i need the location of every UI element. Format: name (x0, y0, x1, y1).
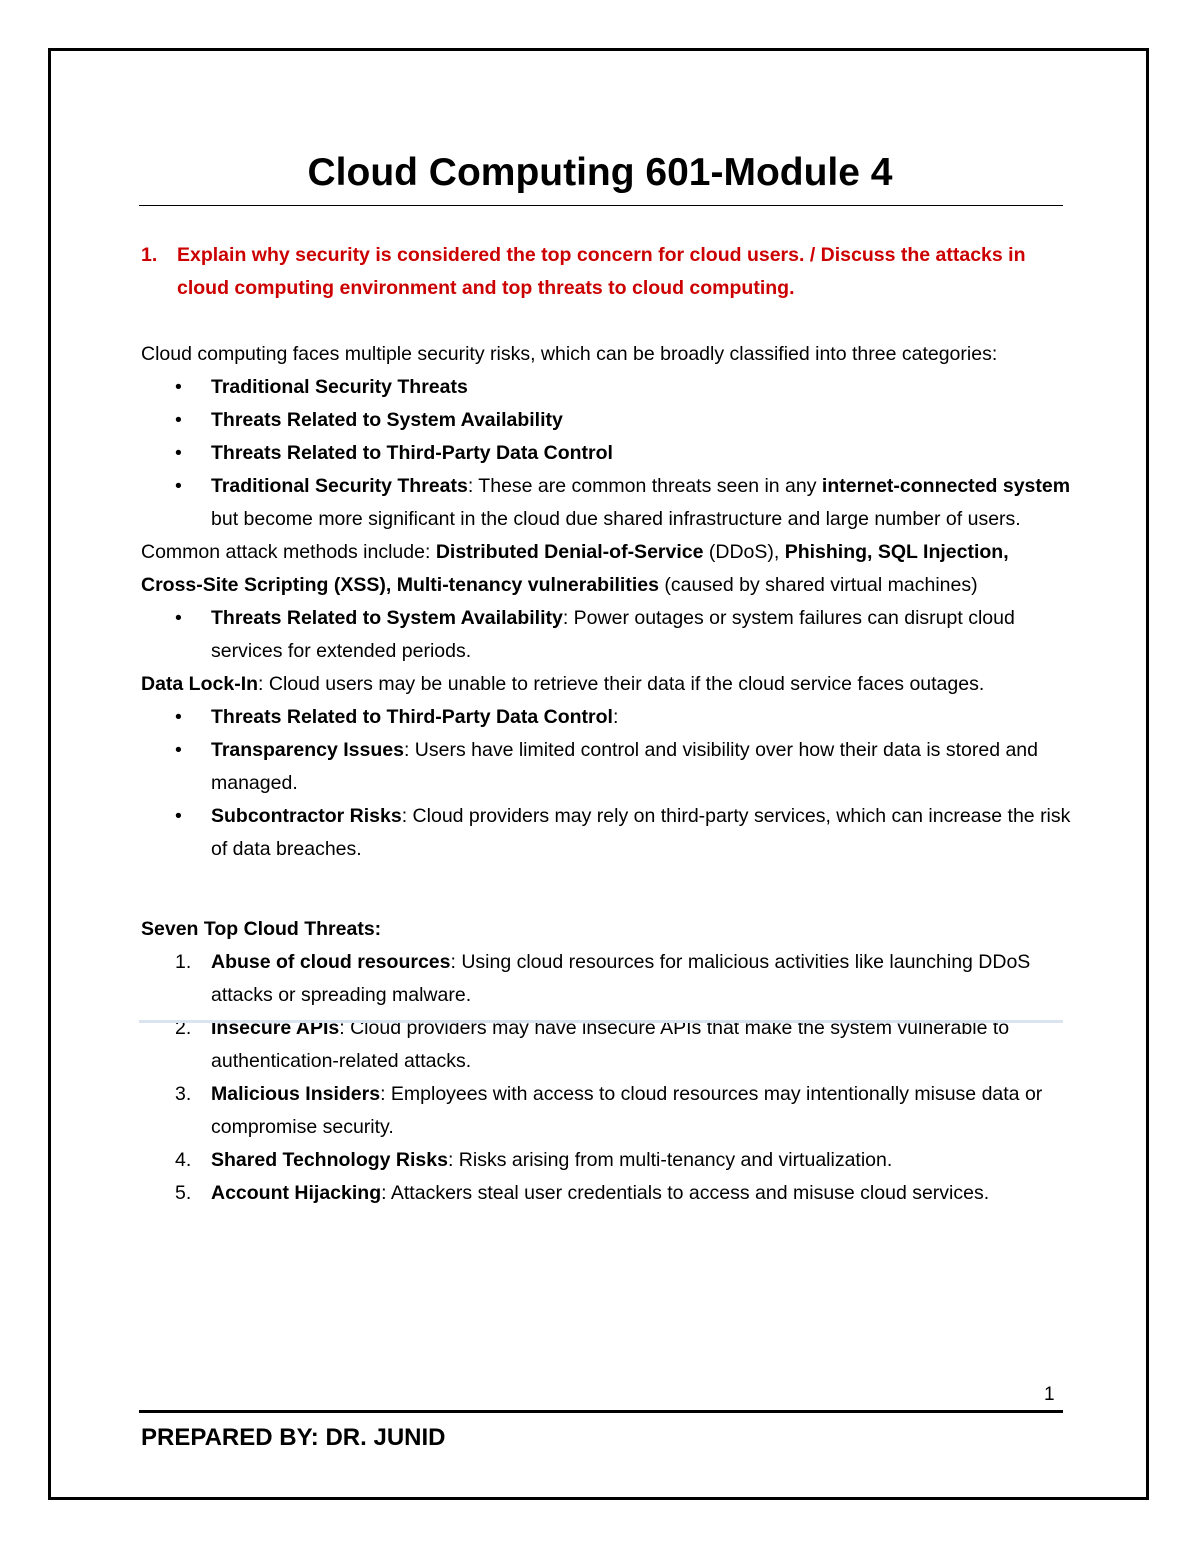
list-item-text (211, 1078, 1071, 1144)
list-item (175, 1177, 1071, 1210)
description-text: : Risks arising from multi-tenancy and virtualization. (447, 1149, 893, 1171)
term-label: Transparency Issues (211, 739, 404, 761)
term-label: Shared Technology Risks (211, 1149, 448, 1171)
term-label: Phishing, SQL Injection, Cross-Site Scripting (XSS), Multi-tenancy vulnerabilities (141, 541, 1009, 596)
description-text: (caused by shared virtual machines) (658, 574, 978, 596)
item-number: 1. (175, 951, 192, 973)
list-item (175, 371, 1071, 404)
bullet-icon: • (175, 442, 182, 464)
attack-methods-paragraph (141, 536, 1071, 602)
intro-paragraph: Cloud computing faces multiple security risks, which can be broadly classified into three categories: (141, 343, 998, 365)
term-label: Distributed Denial-of-Service (435, 541, 704, 563)
bullet-icon: • (175, 376, 182, 398)
description-text: : Attackers steal user credentials to access and misuse cloud services. (381, 1182, 990, 1204)
term-label: Account Hijacking (211, 1182, 382, 1204)
description-text: (DDoS), (703, 541, 785, 563)
description-text: : Employees with access to cloud resources may intentionally misuse data or compromise security. (211, 1083, 1043, 1138)
data-lockin-paragraph (141, 668, 1071, 701)
list-item (175, 404, 1071, 437)
question-number: 1. (141, 244, 158, 266)
description-text: : (612, 706, 619, 728)
list-item-text (211, 946, 1071, 1012)
top-threats-heading: Seven Top Cloud Threats: (141, 918, 382, 940)
page-number: 1 (1044, 1384, 1055, 1405)
question-text: Explain why security is considered the top concern for cloud users. / Discuss the attacks in cloud computing environment and top threats to cloud computing. (177, 244, 1026, 299)
term-label: Subcontractor Risks (211, 805, 402, 827)
list-item (175, 946, 1071, 1012)
description-text: : Using cloud resources for malicious activities like launching DDoS attacks or spreading malware. (211, 951, 1031, 1006)
category-label: Traditional Security Threats (211, 376, 468, 398)
bullet-icon: • (175, 739, 182, 761)
description-text: : These are common threats seen in any (467, 475, 822, 497)
bullet-icon: • (175, 805, 182, 827)
category-label: Threats Related to System Availability (211, 409, 563, 431)
list-item-text (211, 800, 1071, 866)
bullet-icon: • (175, 409, 182, 431)
section-divider (139, 1020, 1063, 1023)
availability-list (141, 602, 1071, 668)
list-item (175, 1078, 1071, 1144)
footer-credit: PREPARED BY: DR. JUNID (141, 1424, 446, 1451)
list-item (175, 602, 1071, 668)
description-text: Common attack methods include: (141, 541, 436, 563)
bullet-icon: • (175, 706, 182, 728)
term-label: Threats Related to System Availability (211, 607, 563, 629)
term-label: Data Lock-In (141, 673, 259, 695)
item-number: 4. (175, 1149, 192, 1171)
bullet-icon: • (175, 475, 182, 497)
list-item (175, 734, 1071, 800)
category-list (141, 371, 1071, 536)
term-label: internet-connected system (821, 475, 1071, 497)
description-text: : Power outages or system failures can disrupt cloud services for extended periods. (211, 607, 1015, 662)
footer-divider (139, 1410, 1063, 1413)
list-item-text (211, 734, 1071, 800)
availability-description (211, 602, 1071, 668)
list-item-text (211, 1177, 1071, 1210)
description-text: : Cloud users may be unable to retrieve their data if the cloud service faces outages. (258, 673, 985, 695)
list-item (175, 470, 1071, 536)
term-label: Insecure APIs (211, 1017, 340, 1039)
bullet-icon: • (175, 607, 182, 629)
description-text: : Users have limited control and visibility over how their data is stored and managed. (211, 739, 1038, 794)
description-text: : Cloud providers may have insecure APIs that make the system vulnerable to authentication-related attacks. (211, 1017, 1010, 1072)
term-label: Threats Related to Third-Party Data Control (211, 706, 613, 728)
top-threats-list (141, 946, 1071, 1210)
list-item-text (211, 701, 1071, 734)
item-number: 5. (175, 1182, 192, 1204)
list-item (175, 800, 1071, 866)
item-number: 2. (175, 1017, 192, 1039)
description-text: : Cloud providers may rely on third-party services, which can increase the risk of data breaches. (211, 805, 1071, 860)
term-label: Traditional Security Threats (211, 475, 468, 497)
list-item-text (211, 1144, 1071, 1177)
traditional-threats-description (211, 470, 1071, 536)
title-divider (139, 205, 1063, 206)
list-item (175, 1144, 1071, 1177)
list-item (175, 701, 1071, 734)
item-number: 3. (175, 1083, 192, 1105)
page-title: Cloud Computing 601-Module 4 (307, 151, 893, 194)
document-body (141, 239, 1071, 1210)
third-party-list (141, 701, 1071, 866)
description-text: but become more significant in the cloud due shared infrastructure and large number of users. (211, 508, 1021, 530)
list-item (175, 437, 1071, 470)
term-label: Abuse of cloud resources (211, 951, 451, 973)
term-label: Malicious Insiders (211, 1083, 381, 1105)
question-heading (141, 239, 1071, 305)
category-label: Threats Related to Third-Party Data Control (211, 442, 613, 464)
